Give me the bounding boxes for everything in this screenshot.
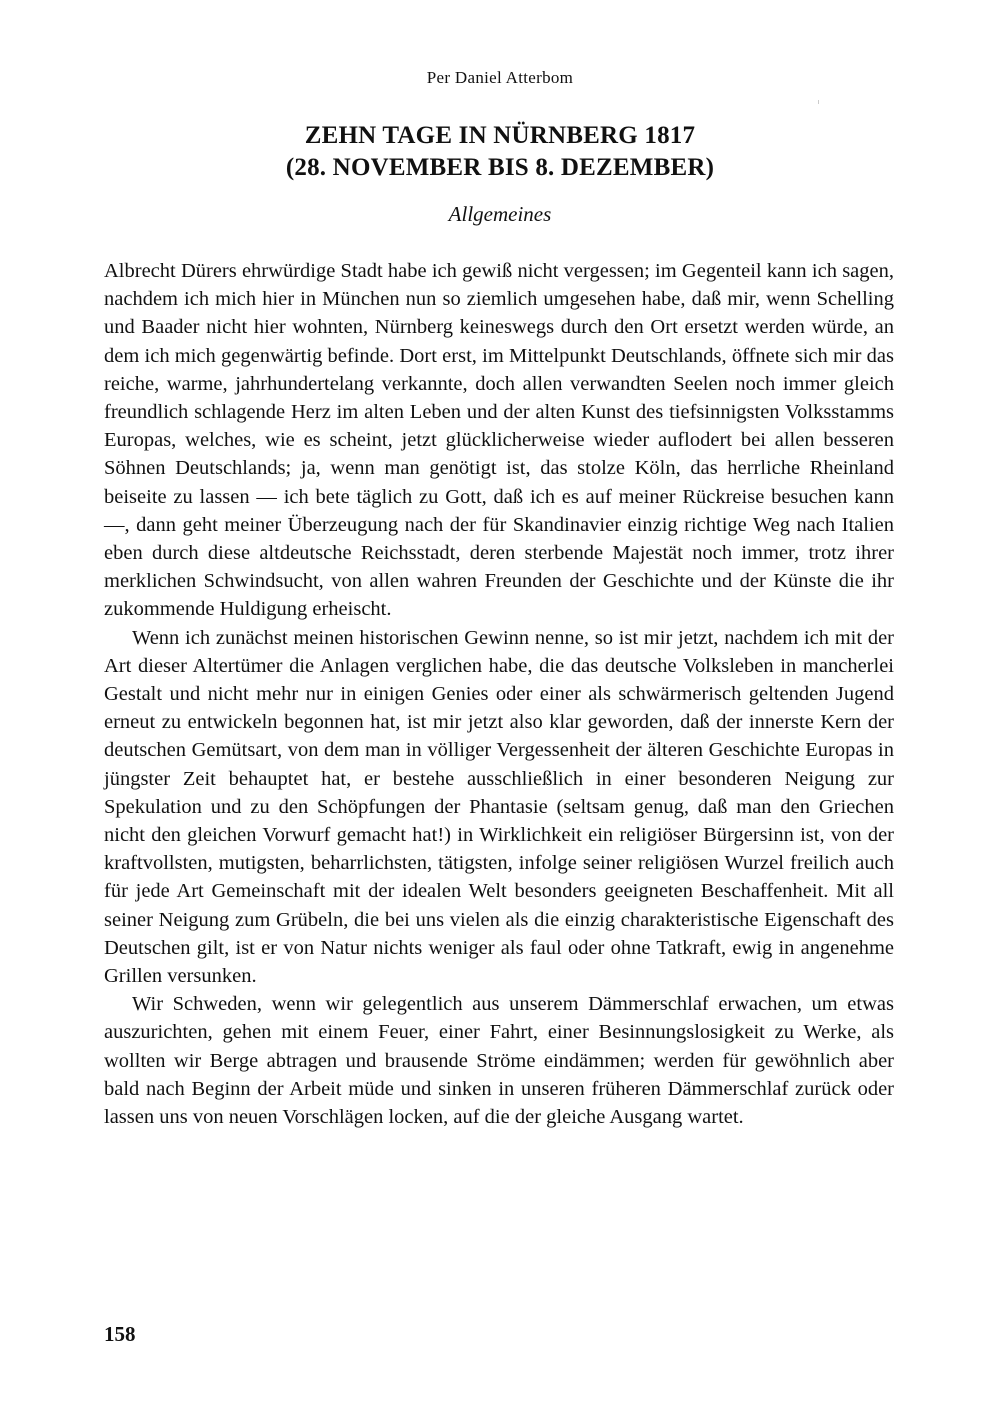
chapter-title xyxy=(0,120,1000,184)
scan-speck xyxy=(818,100,819,104)
chapter-title-line-2: (28. NOVEMBER BIS 8. DEZEMBER) xyxy=(285,154,715,181)
paragraph-3: Wir Schweden, wenn wir gelegentlich aus unserem Dämmerschlaf erwachen, um etwas auszurichten, gehen mit einem Feuer, einer Fahrt, einer Besinnungslosigkeit zu Werke, als wollten wir Berge abtragen und brausende Ströme eindämmen; werden für gewöhnlich aber bald nach Beginn der Arbeit müde und sinken in unseren früheren Dämmerschlaf zurück oder lassen uns von neuen Vorschlägen locken, auf die der gleiche Ausgang wartet. xyxy=(104,993,894,1129)
paragraph-2: Wenn ich zunächst meinen historischen Gewinn nenne, so ist mir jetzt, nachdem ich mit der Art dieser Altertümer die Anlagen verglichen habe, die das deutsche Volksleben in mancherlei Gestalt und nicht mehr nur in einigen Genies oder einer als schwärmerisch geltenden Jugend erneut zu entwickeln begonnen hat, ist mir jetzt also klar geworden, daß der innerste Kern der deutschen Gemütsart, von dem man in völliger Vergessenheit der älteren Geschichte Europas in jüngster Zeit behauptet hat, er bestehe ausschließlich in einer besonderen Neigung zur Spekulation und zu den Schöpfungen der Phantasie (seltsam genug, daß man den Griechen nicht den gleichen Vorwurf gemacht hat!) in Wirklichkeit ein religiöser Bürgersinn ist, von der kraftvollsten, mutigsten, beharrlichsten, tätigsten, infolge seiner religiösen Wurzel freilich auch für jede Art Gemeinschaft mit der idealen Welt besonders geeigneten Beschaffenheit. Mit all seiner Neigung zum Grübeln, die bei uns vielen als die einzig charakteristische Eigenschaft des Deutschen gilt, ist er von Natur nichts weniger als faul oder ohne Tatkraft, ewig in angenehme Grillen versunken. xyxy=(104,626,894,988)
page-number: 158 xyxy=(104,1322,136,1346)
body-text xyxy=(104,257,894,1131)
paragraph-1: Albrecht Dürers ehrwürdige Stadt habe ich gewiß nicht vergessen; im Gegenteil kann ich sagen, nachdem ich mich hier in München nun so ziemlich umgesehen habe, daß mir, wenn Schelling und Baader nicht hier wohnten, Nürnberg keineswegs durch den Ort ersetzt werden würde, an dem ich mich gegenwärtig befinde. Dort erst, im Mittelpunkt Deutschlands, öffnete sich mir das reiche, warme, jahrhundertelang verkannte, doch allen verwandten Seelen noch immer gleich freundlich schlagende Herz im alten Leben und der alten Kunst des tiefsinnigsten Volksstamms Europas, welches, wie es scheint, jetzt glücklicherweise wieder auflodert bei allen besseren Söhnen Deutschlands; ja, wenn man genötigt ist, das stolze Köln, das herrliche Rheinland beiseite zu lassen — ich bete täglich zu Gott, daß ich es auf meiner Rückreise besuchen kann —, dann geht meiner Überzeugung nach der für Skandinavier einzig richtige Weg nach Italien eben durch diese altdeutsche Reichsstadt, deren sterbende Majestät noch immer, trotz ihrer merklichen Schwindsucht, von allen wahren Freunden der Geschichte und der Künste die ihr zukommende Huldigung erheischt. xyxy=(104,260,894,621)
section-heading: Allgemeines xyxy=(448,202,552,226)
chapter-title-line-1: ZEHN TAGE IN NÜRNBERG 1817 xyxy=(304,122,696,149)
running-head: Per Daniel Atterbom xyxy=(426,68,574,87)
